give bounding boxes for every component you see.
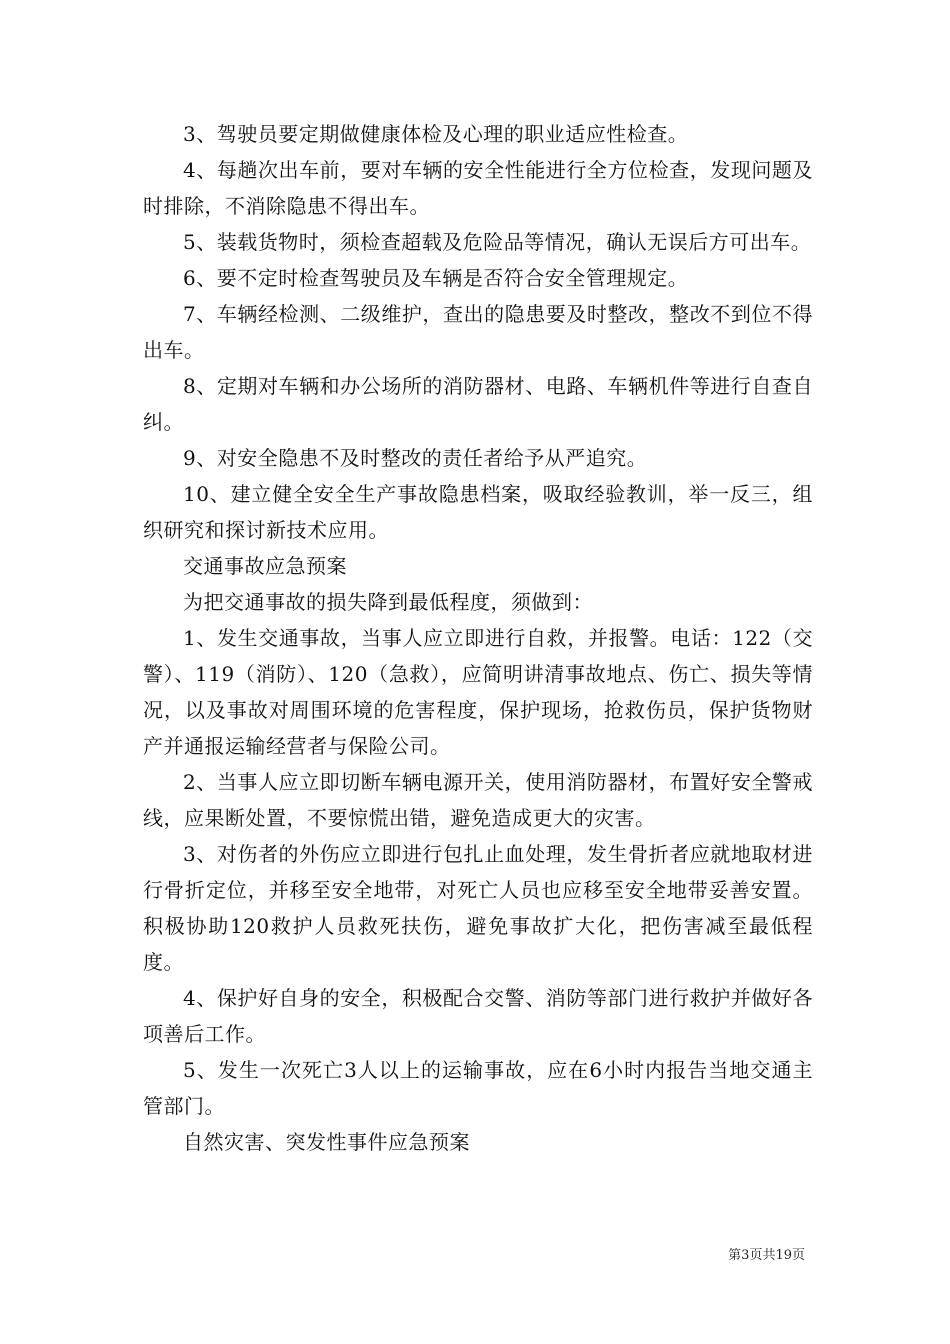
paragraph: 8、定期对车辆和办公场所的消防器材、电路、车辆机件等进行自查自纠。	[143, 374, 813, 434]
paragraph: 4、每趟次出车前，要对车辆的安全性能进行全方位检查，发现问题及时排除，不消除隐患不得出车。	[143, 158, 813, 218]
paragraph: 为把交通事故的损失降到最低程度，须做到：	[183, 590, 593, 614]
paragraph: 3、驾驶员要定期做健康体检及心理的职业适应性检查。	[183, 122, 689, 146]
paragraph: 5、装载货物时，须检查超载及危险品等情况，确认无误后方可出车。	[183, 230, 812, 254]
paragraph: 7、车辆经检测、二级维护，查出的隐患要及时整改，整改不到位不得出车。	[143, 302, 813, 362]
section-heading: 自然灾害、突发性事件应急预案	[183, 1130, 470, 1154]
paragraph: 6、要不定时检查驾驶员及车辆是否符合安全管理规定。	[183, 266, 689, 290]
paragraph: 1、发生交通事故，当事人应立即进行自救，并报警。电话：122（交警）、119（消防）、120（急救），应简明讲清事故地点、伤亡、损失等情况，以及事故对周围环境的危害程度，保护现场，抢救伤员，保护货物财产并通报运输经营者与保险公司。	[143, 626, 813, 758]
section-heading: 交通事故应急预案	[183, 554, 347, 578]
paragraph: 2、当事人应立即切断车辆电源开关，使用消防器材，布置好安全警戒线，应果断处置，不要惊慌出错，避免造成更大的灾害。	[143, 770, 813, 830]
paragraph: 10、建立健全安全生产事故隐患档案，吸取经验教训，举一反三，组织研究和探讨新技术应用。	[143, 482, 813, 542]
paragraph: 4、保护好自身的安全，积极配合交警、消防等部门进行救护并做好各项善后工作。	[143, 986, 813, 1046]
paragraph: 9、对安全隐患不及时整改的责任者给予从严追究。	[183, 446, 648, 470]
paragraph: 3、对伤者的外伤应立即进行包扎止血处理，发生骨折者应就地取材进行骨折定位，并移至安全地带，对死亡人员也应移至安全地带妥善安置。积极协助120救护人员救死扶伤，避免事故扩大化，把伤害减至最低程度。	[143, 842, 813, 974]
page-number: 第3页共19页	[728, 1248, 805, 1263]
document-body	[143, 116, 813, 1160]
paragraph: 5、发生一次死亡3人以上的运输事故，应在6小时内报告当地交通主管部门。	[143, 1058, 813, 1118]
